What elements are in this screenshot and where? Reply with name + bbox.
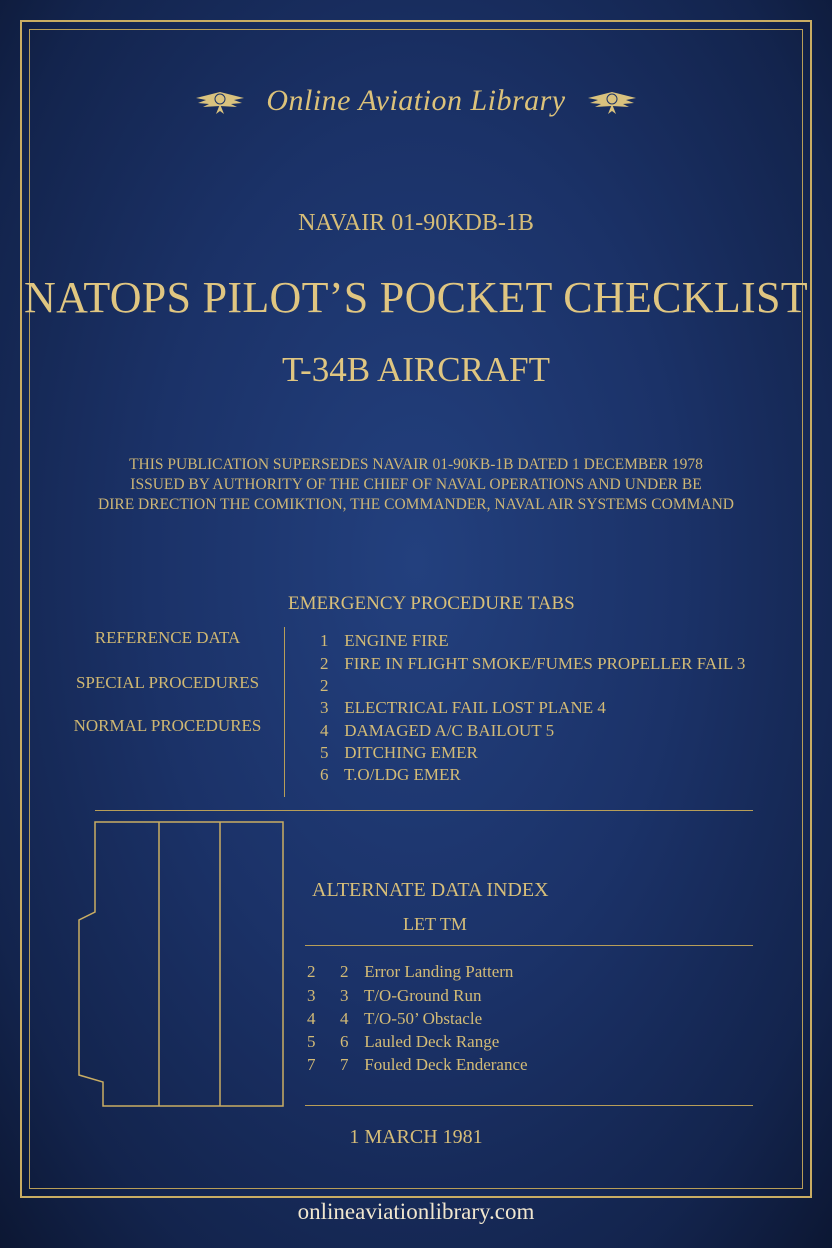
emergency-tab: 2: [320, 676, 329, 695]
document-number: NAVAIR 01-90KDB-1B: [298, 210, 534, 236]
alternate-row: 7 7 Fouled Deck Enderance: [307, 1055, 528, 1074]
bottom-divider: [305, 1105, 753, 1106]
emergency-tab: 5 DITCHING EMER: [320, 743, 478, 762]
tab-normal-procedures: NORMAL PROCEDURES: [73, 716, 262, 735]
alternate-row: 4 4 T/O-50’ Obstacle: [307, 1009, 483, 1028]
brand-name: Online Aviation Library: [266, 84, 566, 118]
emergency-tab: 6 T.O/LDG EMER: [320, 765, 461, 784]
section-divider: [95, 810, 753, 811]
winged-emblem-icon: [584, 86, 640, 116]
alternate-row: 2 2 Error Landing Pattern: [307, 962, 514, 981]
tabs-divider: [284, 627, 285, 797]
winged-emblem-icon: [192, 86, 248, 116]
alternate-row: 3 3 T/O-Ground Run: [307, 986, 482, 1005]
alternate-divider: [305, 945, 753, 946]
emergency-tab: 3 ELECTRICAL FAIL LOST PLANE 4: [320, 698, 606, 717]
emergency-tab: 2 FIRE IN FLIGHT SMOKE/FUMES PROPELLER FAIL 3: [320, 654, 746, 673]
emergency-tab: 1 ENGINE FIRE: [320, 631, 449, 650]
website-url: onlineaviationlibrary.com: [297, 1199, 535, 1224]
notice-line: ISSUED BY AUTHORITY OF THE CHIEF OF NAVAL OPERATIONS AND UNDER BE: [130, 476, 702, 493]
document-title: NATOPS PILOT’S POCKET CHECKLIST: [24, 273, 808, 322]
notice-line: THIS PUBLICATION SUPERSEDES NAVAIR 01-90KB-1B DATED 1 DECEMBER 1978: [129, 456, 703, 473]
emergency-tab: 4 DAMAGED A/C BAILOUT 5: [320, 721, 555, 740]
alternate-subheading: LET TM: [403, 914, 467, 934]
tab-special-procedures: SPECIAL PROCEDURES: [75, 673, 260, 692]
tab-reference-data: REFERENCE DATA: [94, 628, 241, 647]
notice-line: DIRE DRECTION THE COMIKTION, THE COMMANDER, NAVAL AIR SYSTEMS COMMAND: [98, 496, 734, 513]
tab-diagram: [75, 820, 290, 1110]
emergency-heading: EMERGENCY PROCEDURE TABS: [288, 593, 575, 614]
alternate-heading: ALTERNATE DATA INDEX: [312, 879, 549, 901]
brand-header: [0, 82, 832, 118]
aircraft-subtitle: T-34B AIRCRAFT: [281, 350, 551, 389]
alternate-row: 5 6 Lauled Deck Range: [307, 1032, 500, 1051]
publication-date: 1 MARCH 1981: [349, 1126, 483, 1148]
